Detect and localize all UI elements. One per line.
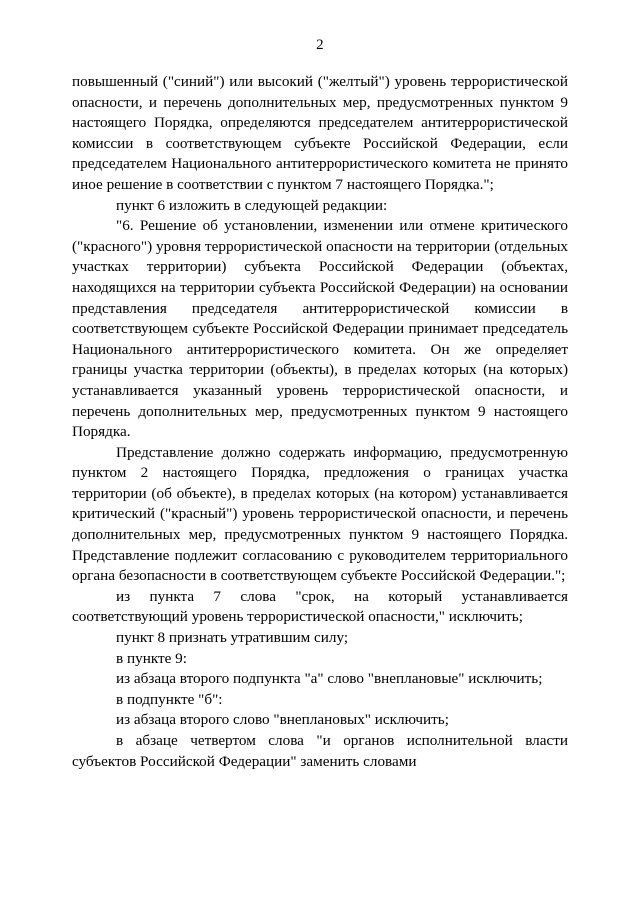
paragraph: из абзаца второго подпункта "а" слово "внеплановые" исключить;: [116, 670, 543, 688]
page-number: 2: [316, 37, 324, 53]
paragraph: повышенный ("синий") или высокий ("желтый") уровень террористической опасности, и перечень дополнительных мер, предусмотренных пунктом 9 настоящего Порядка, определяются председателем антитеррористической комиссии в соответствующем субъекте Российской Федерации, если председателем Национального антитеррористического комитета не принято иное решение в соответствии с пунктом 7 настоящего Порядка.";: [72, 73, 568, 193]
paragraph: из пункта 7 слова "срок, на который устанавливается соответствующий уровень террористической опасности," исключить;: [72, 587, 568, 626]
paragraph: пункт 6 изложить в следующей редакции:: [116, 196, 388, 214]
paragraph: из абзаца второго слово "внеплановых" исключить;: [116, 711, 449, 729]
paragraph: Представление должно содержать информацию, предусмотренную пунктом 2 настоящего Порядка, предложения о границах участка территории (об объекте), в пределах которых (на котором) устанавливается критический ("красный") уровень террористической опасности, и перечень дополнительных мер, предусмотренных пунктом 9 настоящего Порядка. Представление подлежит согласованию с руководителем территориального органа безопасности в соответствующем субъекте Российской Федерации.";: [72, 443, 568, 585]
paragraph: "6. Решение об установлении, изменении или отмене критического ("красного") уровня террористической опасности на территории (отдельных участках территории) субъекта Российской Федерации (объектах, находящихся на территории субъекта Российской Федерации) на основании представления председателя антитеррористической комиссии в соответствующем субъекте Российской Федерации принимает председатель Национального антитеррористического комитета. Он же определяет границы участка территории (объекты), в пределах которых (на которых) устанавливается указанный уровень террористической опасности, и перечень дополнительных мер, предусмотренных пунктом 9 настоящего Порядка.: [72, 217, 568, 441]
paragraph: в пункте 9:: [116, 649, 187, 667]
paragraph: пункт 8 признать утратившим силу;: [116, 629, 349, 647]
paragraph: в подпункте "б":: [116, 690, 223, 708]
document-body: [72, 72, 568, 772]
paragraph: в абзаце четвертом слова "и органов исполнительной власти субъектов Российской Федерации" заменить словами: [72, 732, 568, 770]
